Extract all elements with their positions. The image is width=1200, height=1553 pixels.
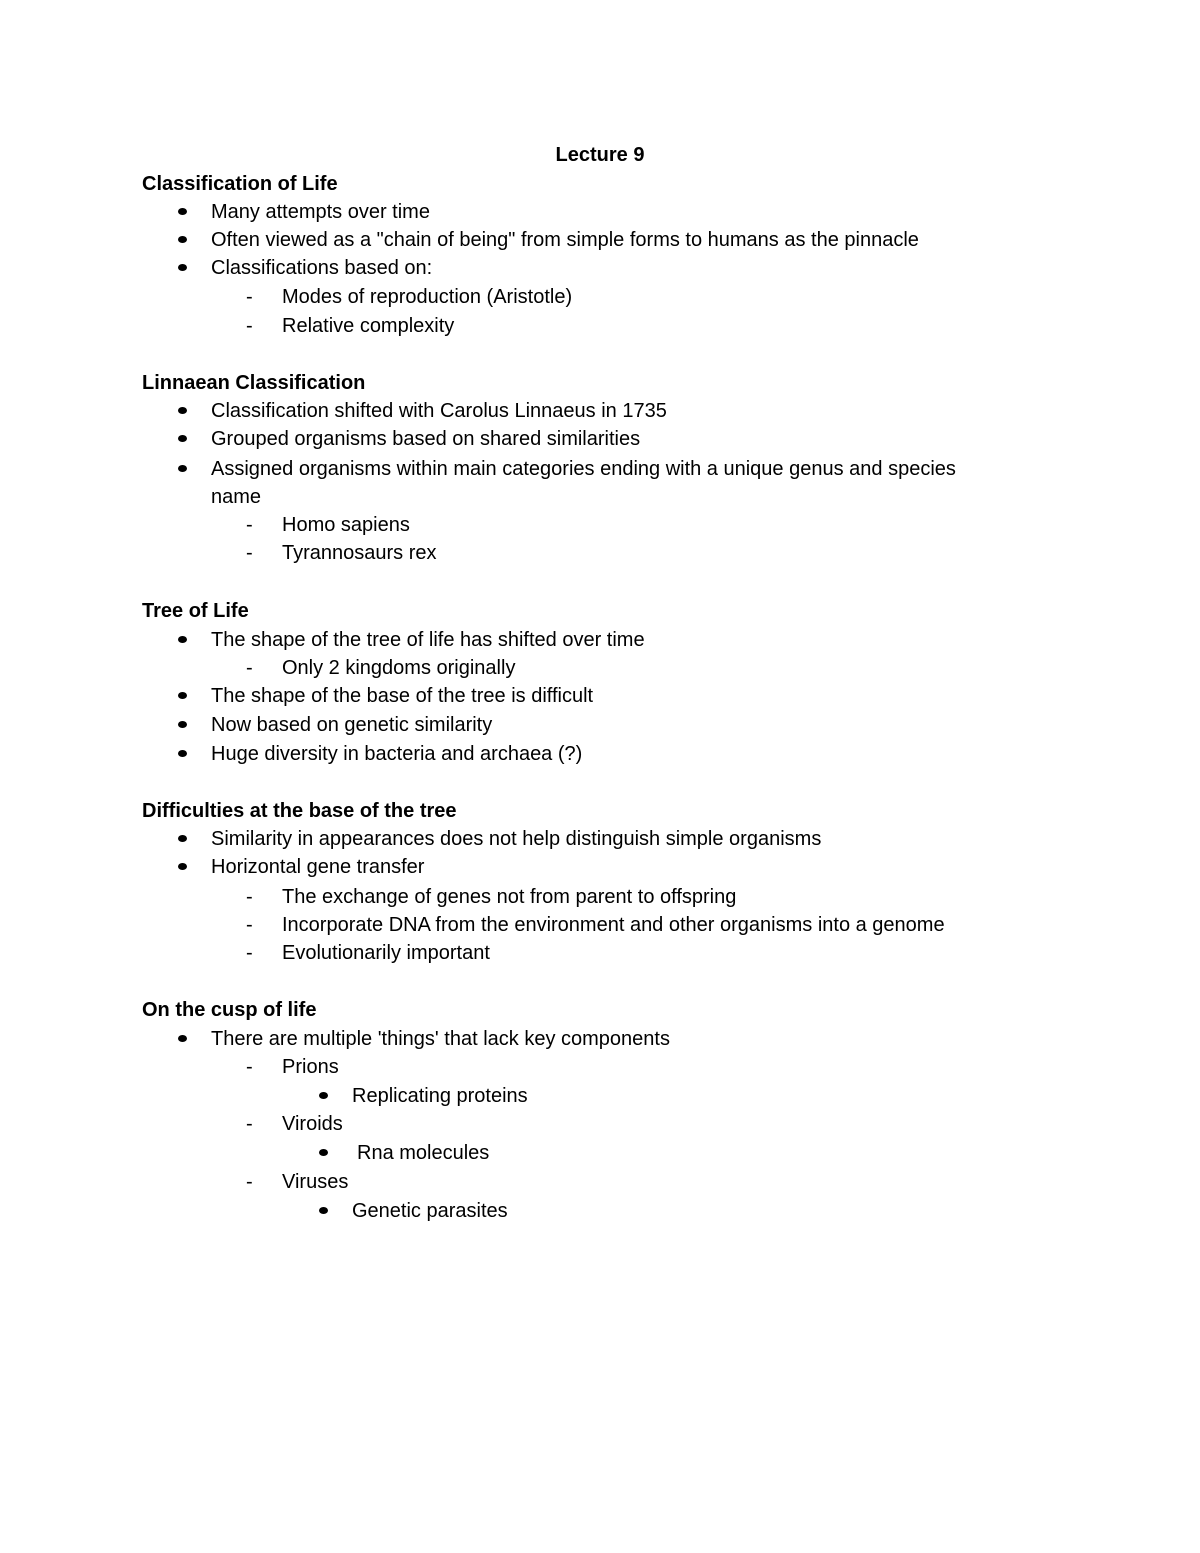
section-heading-difficulties: Difficulties at the base of the tree <box>142 800 457 822</box>
dash-marker: - <box>246 514 253 536</box>
list-item: Often viewed as a "chain of being" from simple forms to humans as the pinnacle <box>211 229 919 251</box>
section-heading-cusp-of-life: On the cusp of life <box>142 999 317 1021</box>
sub-sub-list-item: Rna molecules <box>357 1142 490 1164</box>
sub-sub-list-item: Replicating proteins <box>352 1085 528 1107</box>
list-item: Huge diversity in bacteria and archaea (?) <box>211 743 583 765</box>
dash-marker: - <box>246 657 253 679</box>
bullet-icon <box>319 1092 328 1099</box>
sub-list-item: The exchange of genes not from parent to offspring <box>282 886 737 908</box>
bullet-icon <box>178 465 187 472</box>
list-item: Assigned organisms within main categories ending with a unique genus and species <box>211 458 956 480</box>
sub-list-item: Homo sapiens <box>282 514 410 536</box>
list-item: Classifications based on: <box>211 257 433 279</box>
list-item: Now based on genetic similarity <box>211 714 493 736</box>
dash-marker: - <box>246 1171 253 1193</box>
list-item: Similarity in appearances does not help distinguish simple organisms <box>211 828 822 850</box>
list-item: The shape of the tree of life has shifted over time <box>211 629 645 651</box>
list-item: Many attempts over time <box>211 201 430 223</box>
sub-list-item: Viruses <box>282 1171 349 1193</box>
bullet-icon <box>178 435 187 442</box>
dash-marker: - <box>246 914 253 936</box>
dash-marker: - <box>246 886 253 908</box>
bullet-icon <box>319 1149 328 1156</box>
sub-list-item: Relative complexity <box>282 315 455 337</box>
section-heading-tree-of-life: Tree of Life <box>142 600 249 622</box>
sub-sub-list-item: Genetic parasites <box>352 1200 508 1222</box>
list-item: Horizontal gene transfer <box>211 856 425 878</box>
sub-list-item: Tyrannosaurs rex <box>282 542 437 564</box>
bullet-icon <box>178 407 187 414</box>
bullet-icon <box>178 692 187 699</box>
sub-list-item: Only 2 kingdoms originally <box>282 657 516 679</box>
list-item: There are multiple 'things' that lack key components <box>211 1028 670 1050</box>
bullet-icon <box>178 721 187 728</box>
dash-marker: - <box>246 315 253 337</box>
list-item: Grouped organisms based on shared similarities <box>211 428 641 450</box>
sub-list-item: Modes of reproduction (Aristotle) <box>282 286 573 308</box>
section-heading-linnaean-classification: Linnaean Classification <box>142 372 366 394</box>
list-item-continuation: name <box>211 486 262 508</box>
sub-list-item: Evolutionarily important <box>282 942 490 964</box>
bullet-icon <box>319 1207 328 1214</box>
section-heading-classification-of-life: Classification of Life <box>142 173 338 195</box>
dash-marker: - <box>246 542 253 564</box>
bullet-icon <box>178 636 187 643</box>
bullet-icon <box>178 1035 187 1042</box>
sub-list-item: Incorporate DNA from the environment and other organisms into a genome <box>282 914 945 936</box>
bullet-icon <box>178 236 187 243</box>
page-title: Lecture 9 <box>555 144 645 166</box>
dash-marker: - <box>246 1056 253 1078</box>
bullet-icon <box>178 750 187 757</box>
sub-list-item: Viroids <box>282 1113 343 1135</box>
bullet-icon <box>178 208 187 215</box>
bullet-icon <box>178 835 187 842</box>
bullet-icon <box>178 863 187 870</box>
dash-marker: - <box>246 1113 253 1135</box>
list-item: The shape of the base of the tree is difficult <box>211 685 594 707</box>
list-item: Classification shifted with Carolus Linnaeus in 1735 <box>211 400 667 422</box>
dash-marker: - <box>246 942 253 964</box>
sub-list-item: Prions <box>282 1056 339 1078</box>
bullet-icon <box>178 264 187 271</box>
dash-marker: - <box>246 286 253 308</box>
